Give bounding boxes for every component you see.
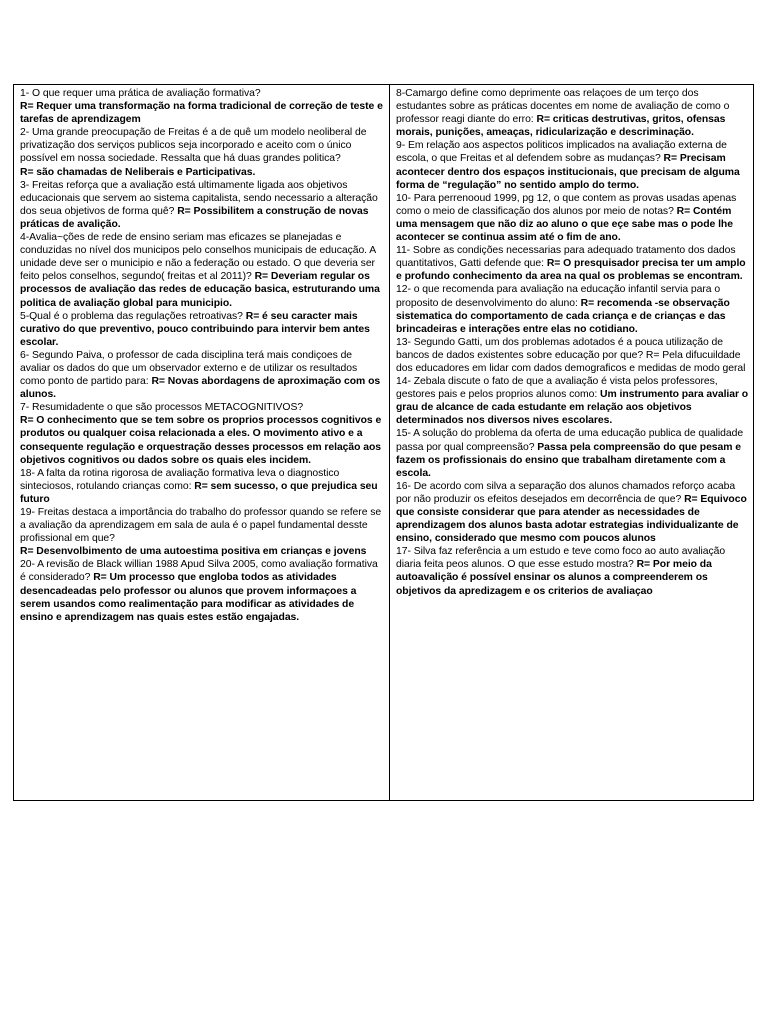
entry-4: 4-Avalia~ções de rede de ensino seriam mas eficazes se planejadas e conduzidas no nível dos municipos pelo conselhos municipais de educação. A unidade deve ser o municipio e não a federação ou estado. O que deveria ser feito pelos conselhos, segundo( freitas et al 2011)? R= Deveriam regular os processos de avaliação das redes de educação basica, estruturando uma politica de avaliação global para municipio. [20,232,380,309]
right-column [390,85,753,800]
entry-15: 15- A solução do problema da oferta de uma educação publica de qualidade passa por qual compreensão? Passa pela compreensão do que pesam e fazem os profissionais do ensino que trabalham diretamente com a escola. [396,428,744,479]
entry-10: 10- Para perrenooud 1999, pg 12, o que contem as provas usadas apenas como o meio de classificação dos alunos por meio de notas? R= Contém uma mensagem que não diz ao aluno o que eçe sabe mas o pode lhe acontecer se continua assim até o fim de ano. [396,192,737,244]
entry-1-question: 1- O que requer uma prática de avaliação formativa? [20,88,261,99]
entry-3: 3- Freitas reforça que a avaliação está ultimamente ligada aos objetivos educacionais que servem ao sistema capitalista, sendo necessario a alteração dos seua objetivos de forma quê? R= Possibilitem a construção de novas práticas de avalição. [20,179,378,230]
entry-6: 6- Segundo Paiva, o professor de cada disciplina terá mais condiçoes de avaliar os dados do que um observador externo e de utilizar os resultados como ponto de partido para: R= Novas abordagens de aproximação com os alunos. [20,349,381,401]
entry-19-question: 19- Freitas destaca a importância do trabalho do professor quando se refere se a avaliação da aprendizagem em sala de aula é o papel fundamental desste profissional em que? [20,507,382,545]
entry-2-question: 2- Uma grande preocupação de Freitas é a de quê um modelo neoliberal de privatização dos serviços publicos seja incorporado e aceito com o único possível em nossa sociedade. Ressalta que há duas grandes politica? [20,127,367,165]
entry-11: 11- Sobre as condições necessarias para adequado tratamento dos dados quantitativos, Gatti defende que: R= O presquisador precisa ter um amplo e profundo conhecimento da area na qual os problemas se encontram. [396,245,746,283]
document-table [13,84,754,801]
entry-1-answer: R= Requer uma transformação na forma tradicional de correção de teste e tarefas de aprendizagem [20,101,383,126]
entry-13: 13- Segundo Gatti, um dos problemas adotados é a pouca utilização de bancos de dados existentes sobre educação por que? R= Pela difucuildade dos educadores em lidar com dados demograficos e medidas de modo geral [396,336,746,374]
entry-20: 20- A revisão de Black willian 1988 Apud Silva 2005, como avaliação formativa é considerado? R= Um processo que engloba todos as atividades desencadeadas pelo professor ou alunos que provem informaçoes a serem usandos como realimentação para modificar as atividades de ensino e aprendizagem nas quais estes estão engajadas. [20,559,378,623]
entry-17: 17- Silva faz referência a um estudo e teve como foco ao auto avaliação diaria feita peos alunos. O que esse estudo mostra? R= Por meio da autoavalição é possível ensinar os alunos a compreenderem os objetivos da apredizagem e os criterios de avaliaçao [396,546,726,597]
entry-8: 8-Camargo define como deprimente oas relaçoes de um terço dos estudantes sobre as práticas docentes em nome de avaliação de como o professor reagi diante do erro: R= criticas destrutivas, gritos, ofensas morais, punições, ameaças, ridicularização e descriminação. [396,88,730,139]
entry-9: 9- Em relação aos aspectos politicos implicados na avaliação externa de escola, o que Freitas et al defendem sobre as mudanças? R= Precisam acontecer dentro dos espaços institucionais, que precisam de alguma forma de “regulação” no sentido amplo do termo. [396,140,740,191]
entry-16: 16- De acordo com silva a separação dos alunos chamados reforço acaba por não produzir os efeitos desejados em decorrência de que? R= Equivoco que consiste considerar que para atender as necessidades de aprendizagem dos alunos basta adotar estrategias individualizante de ensino, considerado que mesmo com poucos alunos [396,480,747,545]
left-column [14,85,390,800]
entry-19-answer: R= Desenvolbimento de uma autoestima positiva em crianças e jovens [20,546,367,558]
entry-7-answer: R= O conhecimento que se tem sobre os proprios processos cognitivos e produtos ou qualquer coisa relacionada a eles. O movimento ativo e a consequente regulação e orquestração desses processos em relação aos objetivos cognitivos ou dados sobre os quais eles incidem. [20,415,382,466]
entry-18: 18- A falta da rotina rigorosa de avaliação formativa leva o diagnostico sinteciosos, rotulando crianças como: R= sem sucesso, o que prejudica seu futuro [20,467,378,505]
entry-12: 12- o que recomenda para avaliação na educação infantil servia para o proposito de desenvolvimento do aluno: R= recomenda -se observação sistematica do comportamento de cada criança e de crianças e das brincadeiras e interações entre elas no cotidiano. [396,284,730,335]
entry-14: 14- Zebala discute o fato de que a avaliação é vista pelos professores, gestores pais e pelos proprios alunos como: Um instrumento para avaliar o grau de alcance de cada estudante em relação aos objetivos determinados nos diversos nives escolares. [396,376,749,427]
entry-7-question: 7- Resumidadente o que são processos METACOGNITIVOS? [20,402,304,414]
entry-5: 5-Qual é o problema das regulações retroativas? R= é seu caracter mais curativo do que preventivo, pouco contribuindo para intervir bem antes escolar. [20,310,370,348]
entry-2-answer: R= são chamadas de Neliberais e Participativas. [20,166,256,178]
